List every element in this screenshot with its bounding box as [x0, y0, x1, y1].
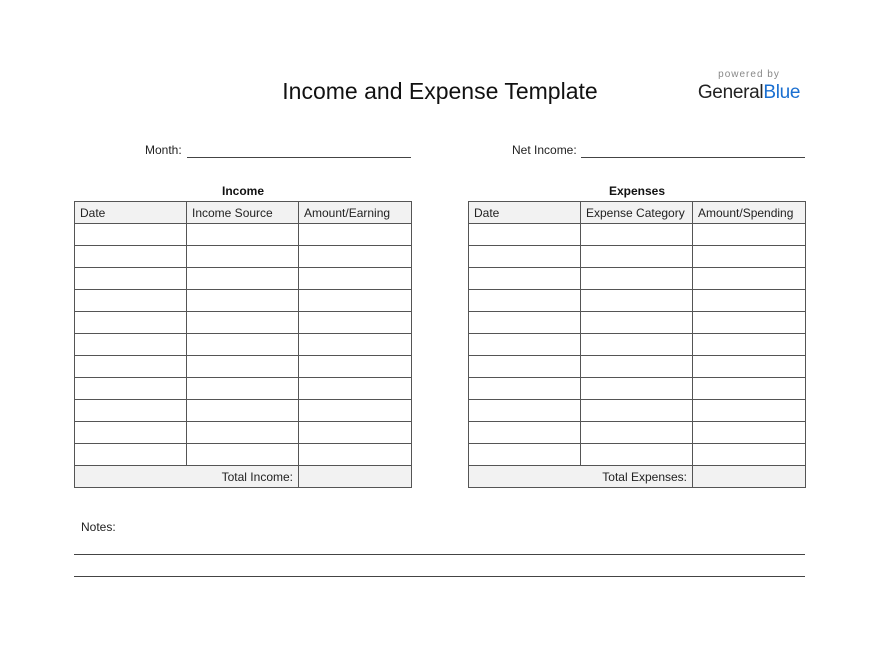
expenses-detail-cell[interactable]: [581, 378, 693, 400]
net-income-input-line[interactable]: [581, 157, 805, 158]
expenses-total-cell[interactable]: [693, 466, 806, 488]
expenses-amount-cell[interactable]: [693, 334, 806, 356]
expenses-table: [468, 201, 806, 488]
income-header-amount: Amount/Earning: [299, 202, 412, 224]
expenses-detail-cell[interactable]: [581, 268, 693, 290]
brand-name: [697, 82, 801, 104]
expenses-table-row: [469, 444, 806, 466]
income-detail-cell[interactable]: [187, 378, 299, 400]
expenses-date-cell[interactable]: [469, 268, 581, 290]
expenses-detail-cell[interactable]: [581, 312, 693, 334]
income-date-cell[interactable]: [75, 312, 187, 334]
income-table-row: [75, 290, 412, 312]
income-table: [74, 201, 412, 488]
income-date-cell[interactable]: [75, 400, 187, 422]
expenses-table-row: [469, 268, 806, 290]
income-amount-cell[interactable]: [299, 268, 412, 290]
income-detail-cell[interactable]: [187, 290, 299, 312]
notes-label: Notes:: [81, 520, 116, 534]
income-amount-cell[interactable]: [299, 444, 412, 466]
expenses-amount-cell[interactable]: [693, 312, 806, 334]
expenses-date-cell[interactable]: [469, 422, 581, 444]
income-detail-cell[interactable]: [187, 268, 299, 290]
expenses-detail-cell[interactable]: [581, 422, 693, 444]
income-table-row: [75, 246, 412, 268]
powered-by-text: powered by: [718, 69, 780, 80]
expenses-detail-cell[interactable]: [581, 290, 693, 312]
expenses-amount-cell[interactable]: [693, 268, 806, 290]
expenses-table-row: [469, 400, 806, 422]
income-total-label: Total Income:: [75, 466, 299, 488]
expenses-total-label: Total Expenses:: [469, 466, 693, 488]
expenses-section-title: Expenses: [608, 184, 666, 198]
expenses-date-cell[interactable]: [469, 444, 581, 466]
income-table-body: [75, 224, 412, 466]
income-date-cell[interactable]: [75, 422, 187, 444]
expenses-table-row: [469, 224, 806, 246]
net-income-label: Net Income:: [512, 143, 577, 157]
income-date-cell[interactable]: [75, 444, 187, 466]
month-input-line[interactable]: [187, 157, 411, 158]
brand-name-part1: General: [697, 82, 764, 103]
expenses-date-cell[interactable]: [469, 378, 581, 400]
income-section-title: Income: [221, 184, 264, 198]
income-amount-cell[interactable]: [299, 312, 412, 334]
income-detail-cell[interactable]: [187, 224, 299, 246]
income-table-row: [75, 378, 412, 400]
income-detail-cell[interactable]: [187, 422, 299, 444]
net-income-field: [512, 143, 577, 157]
expenses-amount-cell[interactable]: [693, 290, 806, 312]
expenses-date-cell[interactable]: [469, 246, 581, 268]
expenses-table-row: [469, 422, 806, 444]
expenses-date-cell[interactable]: [469, 334, 581, 356]
income-detail-cell[interactable]: [187, 444, 299, 466]
brand-logo: [697, 69, 801, 104]
income-table-row: [75, 312, 412, 334]
income-header-row: [75, 202, 412, 224]
income-detail-cell[interactable]: [187, 334, 299, 356]
income-amount-cell[interactable]: [299, 246, 412, 268]
expenses-table-row: [469, 246, 806, 268]
income-date-cell[interactable]: [75, 246, 187, 268]
expenses-total-row: [469, 466, 806, 488]
expenses-detail-cell[interactable]: [581, 400, 693, 422]
notes-line-2[interactable]: [74, 576, 805, 577]
income-total-row: [75, 466, 412, 488]
expenses-amount-cell[interactable]: [693, 246, 806, 268]
page-title: Income and Expense Template: [282, 78, 598, 104]
income-amount-cell[interactable]: [299, 356, 412, 378]
income-table-row: [75, 356, 412, 378]
expenses-table-row: [469, 334, 806, 356]
income-header-date: Date: [75, 202, 187, 224]
expenses-amount-cell[interactable]: [693, 224, 806, 246]
notes-line-1[interactable]: [74, 554, 805, 555]
expenses-table-row: [469, 290, 806, 312]
expenses-table-body: [469, 224, 806, 466]
income-table-row: [75, 444, 412, 466]
income-detail-cell[interactable]: [187, 400, 299, 422]
expenses-header-category: Expense Category: [581, 202, 693, 224]
expenses-detail-cell[interactable]: [581, 356, 693, 378]
income-table-row: [75, 224, 412, 246]
income-date-cell[interactable]: [75, 290, 187, 312]
income-total-cell[interactable]: [299, 466, 412, 488]
expenses-date-cell[interactable]: [469, 312, 581, 334]
income-amount-cell[interactable]: [299, 334, 412, 356]
expenses-amount-cell[interactable]: [693, 444, 806, 466]
expenses-header-date: Date: [469, 202, 581, 224]
income-date-cell[interactable]: [75, 224, 187, 246]
expenses-amount-cell[interactable]: [693, 422, 806, 444]
expenses-table-row: [469, 356, 806, 378]
expenses-detail-cell[interactable]: [581, 334, 693, 356]
expenses-header-row: [469, 202, 806, 224]
expenses-table-row: [469, 378, 806, 400]
income-amount-cell[interactable]: [299, 290, 412, 312]
income-table-row: [75, 334, 412, 356]
income-amount-cell[interactable]: [299, 224, 412, 246]
expenses-date-cell[interactable]: [469, 290, 581, 312]
expenses-date-cell[interactable]: [469, 400, 581, 422]
income-amount-cell[interactable]: [299, 400, 412, 422]
expenses-amount-cell[interactable]: [693, 356, 806, 378]
income-date-cell[interactable]: [75, 334, 187, 356]
expenses-date-cell[interactable]: [469, 356, 581, 378]
income-date-cell[interactable]: [75, 268, 187, 290]
income-amount-cell[interactable]: [299, 378, 412, 400]
expenses-amount-cell[interactable]: [693, 378, 806, 400]
expenses-table-row: [469, 312, 806, 334]
income-date-cell[interactable]: [75, 356, 187, 378]
income-detail-cell[interactable]: [187, 312, 299, 334]
income-table-row: [75, 422, 412, 444]
month-field: [145, 143, 182, 157]
expenses-amount-cell[interactable]: [693, 400, 806, 422]
brand-name-part2: Blue: [763, 82, 801, 103]
income-date-cell[interactable]: [75, 378, 187, 400]
income-detail-cell[interactable]: [187, 246, 299, 268]
expenses-date-cell[interactable]: [469, 224, 581, 246]
income-table-row: [75, 400, 412, 422]
income-amount-cell[interactable]: [299, 422, 412, 444]
income-table-row: [75, 268, 412, 290]
expenses-detail-cell[interactable]: [581, 246, 693, 268]
expenses-detail-cell[interactable]: [581, 224, 693, 246]
expenses-detail-cell[interactable]: [581, 444, 693, 466]
income-header-source: Income Source: [187, 202, 299, 224]
month-label: Month:: [145, 143, 182, 157]
expenses-header-amount: Amount/Spending: [693, 202, 806, 224]
income-detail-cell[interactable]: [187, 356, 299, 378]
